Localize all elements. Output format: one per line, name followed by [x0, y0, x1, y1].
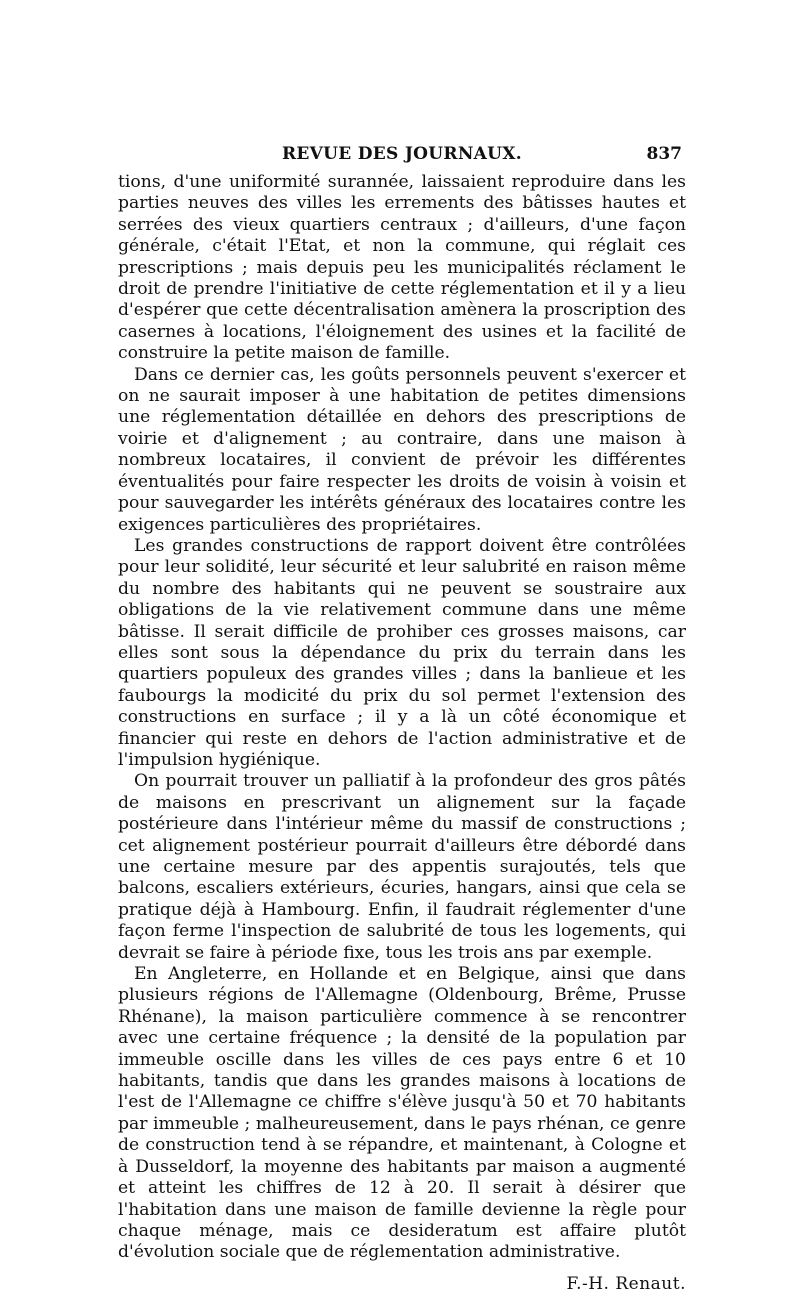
paragraph-3: Les grandes constructions de rapport doivent être contrôlées pour leur solidité, leur sécurité et leur salubrité en raison même du nombre des habitants qui ne peuvent se soustraire aux obligations de la vie relativement commune dans une même bâtisse. Il serait difficile de prohiber ces grosses maisons, car elles sont sous la dépendance du prix du terrain dans les quartiers populeux des grandes villes ; dans la banlieue et les faubourgs la modicité du prix du sol permet l'extension des constructions en surface ; il y a là un côté économique et financier qui reste en dehors de l'action administrative et de l'impulsion hygiénique. [118, 535, 686, 770]
paragraph-5: En Angleterre, en Hollande et en Belgique, ainsi que dans plusieurs régions de l'Allemagne (Oldenbourg, Brême, Prusse Rhénane), la maison particulière commence à se rencontrer avec une certaine fréquence ; la densité de la population par immeuble oscille dans les villes de ces pays entre 6 et 10 habitants, tandis que dans les grandes maisons à locations de l'est de l'Allemagne ce chiffre s'élève jusqu'à 50 et 70 habitants par immeuble ; malheureusement, dans le pays rhénan, ce genre de construction tend à se répandre, et maintenant, à Cologne et à Dusseldorf, la moyenne des habitants par maison a augmenté et atteint les chiffres de 12 à 20. Il serait à désirer que l'habitation dans une maison de famille devienne la règle pour chaque ménage, mais ce desideratum est affaire plutôt d'évolution sociale que de réglementation administrative. [118, 964, 686, 1263]
running-head [118, 142, 686, 172]
author-signature: F.-H. Renaut. [566, 1273, 686, 1294]
paragraph-4: On pourrait trouver un palliatif à la profondeur des gros pâtés de maisons en prescrivant un alignement sur la façade postérieure dans l'intérieur même du massif de constructions ; cet alignement postérieur pourrait d'ailleurs être débordé dans une certaine mesure par des appentis surajoutés, tels que balcons, escaliers extérieurs, écuries, hangars, ainsi que cela se pratique déjà à Hambourg. Enfin, il faudrait réglementer d'une façon ferme l'inspection de salubrité de tous les logements, qui devrait se faire à période fixe, tous les trois ans par exemple. [118, 771, 686, 963]
paragraph-2: Dans ce dernier cas, les goûts personnels peuvent s'exercer et on ne saurait imposer à une habitation de petites dimensions une réglementation détaillée en dehors des prescriptions de voirie et d'alignement ; au contraire, dans une maison à nombreux locataires, il convient de prévoir les différentes éventualités pour faire respecter les droits de voisin à voisin et pour sauvegarder les intérêts généraux des locataires contre les exigences particulières des propriétaires. [118, 364, 686, 535]
page-number: 837 [646, 144, 682, 164]
paragraph-1: tions, d'une uniformité surannée, laissaient reproduire dans les parties neuves des villes les errements des bâtisses hautes et serrées des vieux quartiers centraux ; d'ailleurs, d'une façon générale, c'était l'Etat, et non la commune, qui réglait ces prescriptions ; mais depuis peu les municipalités réclament le droit de prendre l'initiative de cette réglementation et il y a lieu d'espérer que cette décentralisation amènera la proscription des casernes à locations, l'éloignement des usines et la facilité de construire la petite maison de famille. [118, 172, 686, 364]
page [118, 142, 686, 1294]
running-title: REVUE DES JOURNAUX. [281, 144, 523, 164]
article-body [118, 172, 686, 1264]
